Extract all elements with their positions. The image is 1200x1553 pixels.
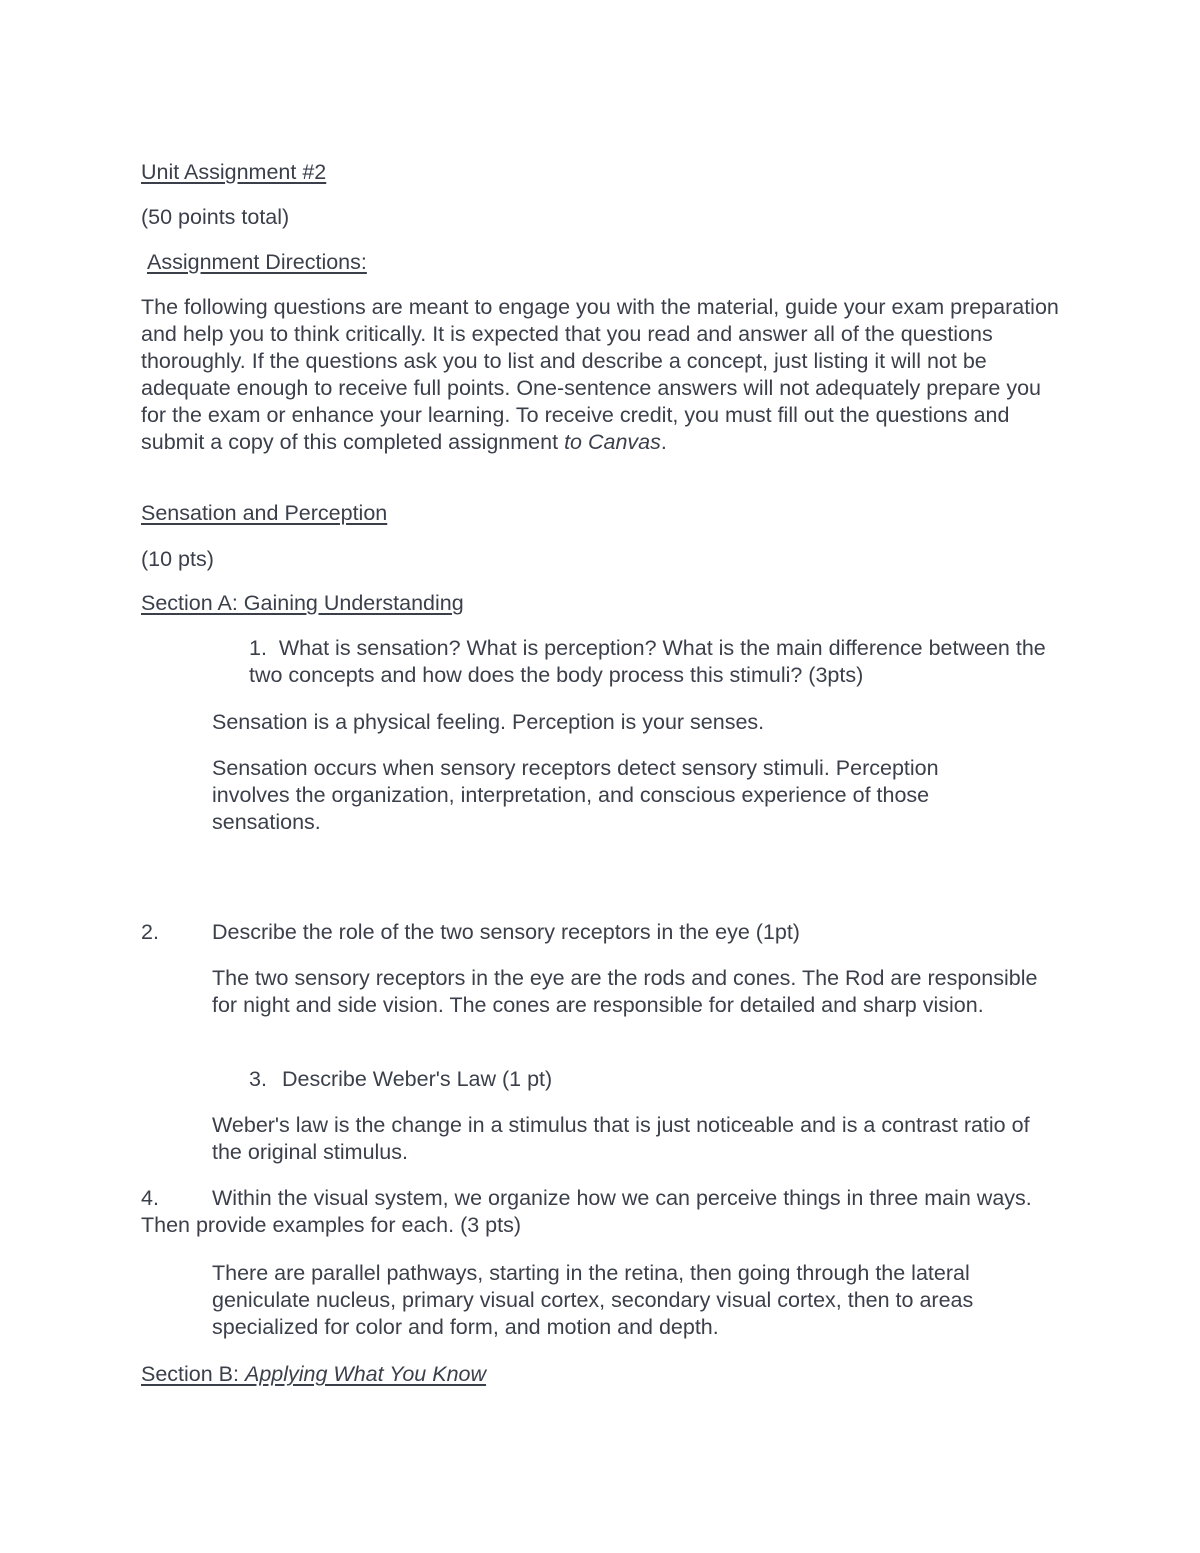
answer-1a: Sensation is a physical feeling. Perception is your senses. [212, 710, 765, 734]
directions-text: The following questions are meant to engage you with the material, guide your exam preparation and help you to think critically. It is expected that you read and answer all of the questions thoroughly. If the questions ask you to list and describe a concept, just listing it will not be adequate enough to receive full points. One-sentence answers will not adequately prepare you for the exam or enhance your learning. To receive credit, you must fill out the questions and submit a copy of this completed assignment [141, 295, 1059, 454]
question-number: 1. [249, 636, 267, 660]
directions-period: . [660, 430, 667, 454]
assignment-title: Unit Assignment #2 [141, 160, 327, 184]
directions-body [141, 294, 1066, 456]
question-1 [249, 635, 1079, 689]
question-4-number: 4. [141, 1186, 159, 1210]
answer-4: There are parallel pathways, starting in the retina, then going through the lateral geniculate nucleus, primary visual cortex, secondary visual cortex, then to areas specialized for color and form, and motion and depth. [212, 1261, 974, 1339]
question-4-text: Within the visual system, we organize how we can perceive things in three main ways. Then provide examples for each. (3 pts) [141, 1186, 1032, 1237]
question-3-number: 3. [249, 1067, 267, 1091]
section-b-title: Applying What You Know [244, 1362, 487, 1386]
question-3-text: Describe Weber's Law (1 pt) [282, 1067, 553, 1091]
directions-italic-tail: to Canvas [564, 430, 661, 454]
section-a-heading: Section A: Gaining Understanding [141, 591, 464, 615]
question-2-number: 2. [141, 920, 159, 944]
section-b-prefix: Section B: [141, 1362, 239, 1386]
question-2-text: Describe the role of the two sensory receptors in the eye (1pt) [212, 920, 800, 944]
topic-heading: Sensation and Perception [141, 501, 388, 525]
question-4 [141, 1185, 1061, 1239]
section-b-heading [141, 1361, 1041, 1388]
answer-3: Weber's law is the change in a stimulus that is just noticeable and is a contrast ratio of the original stimulus. [212, 1113, 1030, 1164]
answer-2: The two sensory receptors in the eye are the rods and cones. The Rod are responsible for night and side vision. The cones are responsible for detailed and sharp vision. [212, 966, 1038, 1017]
points-total: (50 points total) [141, 205, 290, 229]
topic-points: (10 pts) [141, 547, 214, 571]
directions-heading: Assignment Directions: [147, 250, 367, 274]
answer-1b: Sensation occurs when sensory receptors detect sensory stimuli. Perception involves the organization, interpretation, and conscious experience of those sensations. [212, 756, 939, 834]
question-1-text: What is sensation? What is perception? What is the main difference between the two concepts and how does the body process this stimuli? (3pts) [249, 636, 1046, 687]
question-text [249, 635, 1079, 689]
